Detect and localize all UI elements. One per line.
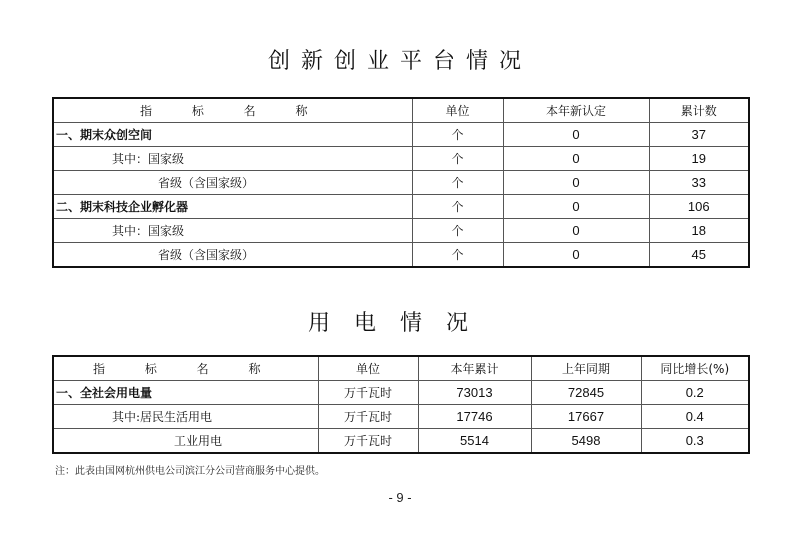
row-last: 72845 xyxy=(531,381,641,405)
section-title-electricity: 用电情况 xyxy=(307,311,492,336)
row-new: 0 xyxy=(503,171,649,195)
innovation-platforms-table xyxy=(52,97,750,268)
table-row xyxy=(53,429,749,454)
row-last: 5498 xyxy=(531,429,641,454)
row-name: 其中:居民生活用电 xyxy=(53,405,318,429)
row-total: 19 xyxy=(649,147,749,171)
row-unit: 万千瓦时 xyxy=(318,381,418,405)
page-number: - 9 - xyxy=(388,490,412,505)
row-name: 其中：国家级 xyxy=(53,219,412,243)
table-row xyxy=(53,219,749,243)
row-unit: 万千瓦时 xyxy=(318,429,418,454)
row-last: 17667 xyxy=(531,405,641,429)
table-header-row xyxy=(53,98,749,123)
row-name: 省级（含国家级） xyxy=(53,171,412,195)
table-row xyxy=(53,195,749,219)
header-indicator-name: 指 标 名 称 xyxy=(53,98,412,123)
row-unit: 个 xyxy=(412,171,503,195)
table-row xyxy=(53,405,749,429)
row-total: 33 xyxy=(649,171,749,195)
electricity-usage-table xyxy=(52,355,750,454)
row-current: 73013 xyxy=(418,381,531,405)
section-title-innovation-platforms: 创新创业平台情况 xyxy=(267,49,532,74)
row-growth: 0.4 xyxy=(641,405,749,429)
row-growth: 0.2 xyxy=(641,381,749,405)
row-total: 18 xyxy=(649,219,749,243)
row-new: 0 xyxy=(503,195,649,219)
table-row xyxy=(53,171,749,195)
table-row xyxy=(53,123,749,147)
footnote: 注：此表由国网杭州供电公司滨江分公司营商服务中心提供。 xyxy=(55,466,325,477)
row-name: 省级（含国家级） xyxy=(53,243,412,268)
row-current: 17746 xyxy=(418,405,531,429)
table-header-row xyxy=(53,356,749,381)
row-total: 37 xyxy=(649,123,749,147)
row-name: 一、期末众创空间 xyxy=(53,123,412,147)
header-indicator-name: 指 标 名 称 xyxy=(53,356,318,381)
header-unit: 单位 xyxy=(318,356,418,381)
row-new: 0 xyxy=(503,147,649,171)
header-yoy-growth: 同比增长(%) xyxy=(641,356,749,381)
header-unit: 单位 xyxy=(412,98,503,123)
table-row xyxy=(53,243,749,268)
header-new-this-year: 本年新认定 xyxy=(503,98,649,123)
row-total: 45 xyxy=(649,243,749,268)
row-name: 工业用电 xyxy=(53,429,318,454)
row-current: 5514 xyxy=(418,429,531,454)
header-current-year: 本年累计 xyxy=(418,356,531,381)
row-unit: 个 xyxy=(412,219,503,243)
row-new: 0 xyxy=(503,219,649,243)
row-name: 其中：国家级 xyxy=(53,147,412,171)
row-total: 106 xyxy=(649,195,749,219)
row-name: 二、期末科技企业孵化器 xyxy=(53,195,412,219)
row-unit: 个 xyxy=(412,243,503,268)
row-new: 0 xyxy=(503,243,649,268)
row-unit: 万千瓦时 xyxy=(318,405,418,429)
row-unit: 个 xyxy=(412,195,503,219)
row-new: 0 xyxy=(503,123,649,147)
row-name: 一、全社会用电量 xyxy=(53,381,318,405)
header-cumulative: 累计数 xyxy=(649,98,749,123)
header-last-year: 上年同期 xyxy=(531,356,641,381)
table-row xyxy=(53,381,749,405)
row-unit: 个 xyxy=(412,123,503,147)
table-row xyxy=(53,147,749,171)
row-unit: 个 xyxy=(412,147,503,171)
row-growth: 0.3 xyxy=(641,429,749,454)
